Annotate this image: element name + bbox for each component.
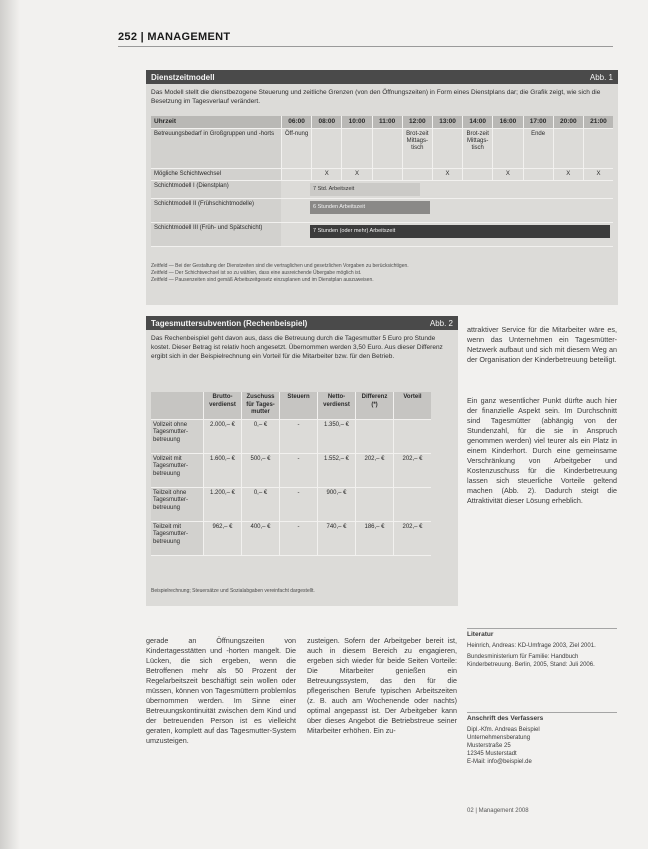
right-column-text-2: Ein ganz wesentlicher Punkt dürfte auch hier der finanzielle Aspekt sein. Im Durchschnitt sind Tagesmütter (abhängig von der Stundenzahl, für die sie in Anspruch genommen werden) viel teurer als ein Platz in einem Kinderhort. Durch eine gemeinsame Verschränkung von Arbeitgeber und Kostenzuschuss für die Kinderbetreuung lassen sich steuerliche Vorteile geltend machen (Abb. 2). Dadurch steigt die Attraktivität dieser Lösung erheblich. xyxy=(467,396,617,505)
table-cell xyxy=(492,129,522,168)
table-row xyxy=(151,488,431,522)
table-cell: X xyxy=(432,169,462,181)
table-cell: - xyxy=(279,454,317,487)
shift-bar: 7 Std. Arbeitszeit xyxy=(310,183,420,196)
time-cell: 11:00 xyxy=(372,116,402,128)
header-cell: Differenz (*) xyxy=(355,392,393,419)
row-label: Schichtmodell III (Früh- und Spätschicht) xyxy=(151,223,281,246)
table-cell xyxy=(432,129,462,168)
table-cell xyxy=(402,169,432,181)
table-header-row xyxy=(151,392,431,420)
row-label: Schichtmodell II (Frühschichtmodelle) xyxy=(151,199,281,222)
time-cell: 21:00 xyxy=(583,116,613,128)
header-cell: Steuern xyxy=(279,392,317,419)
header-label: Uhrzeit xyxy=(151,116,281,128)
anschrift-line: Dipl.-Kfm. Andreas Beispiel xyxy=(467,727,540,733)
box-intro: Das Modell stellt die dienstbezogene Steuerung und zeitliche Grenzen (von den Öffnungszeiten) in Form eines Dienstplans dar; die Grafik zeigt, wie sich die Besetzung im Tagesverlauf verändert. xyxy=(151,89,601,105)
time-cell: 20:00 xyxy=(553,116,583,128)
header-cell: Brutto-verdienst xyxy=(203,392,241,419)
box-header xyxy=(146,70,618,84)
anschrift-title: Anschrift des Verfassers xyxy=(467,712,617,723)
table-cell: - xyxy=(279,522,317,555)
table-cell: - xyxy=(279,488,317,521)
right-column-text: attraktiver Service für die Mitarbeiter wäre es, wenn das Unternehmen ein Tagesmütter-Netzwerk aufbaut und sich mit diesem Weg an der Organisation der Kinderbetreuung beteiligt. xyxy=(467,325,617,364)
table-header-row xyxy=(151,116,613,129)
header-cell: Netto-verdienst xyxy=(317,392,355,419)
table-cell: 500,– € xyxy=(241,454,279,487)
box-title: Dienstzeitmodell xyxy=(151,73,215,82)
time-cell: 14:00 xyxy=(462,116,492,128)
table-cell: 962,– € xyxy=(203,522,241,555)
anschrift-line: E-Mail: info@beispiel.de xyxy=(467,759,532,765)
table-cell: X xyxy=(492,169,522,181)
table-cell xyxy=(462,169,492,181)
header-cell xyxy=(151,392,203,419)
box-title: Tagesmuttersubvention (Rechenbeispiel) xyxy=(151,319,308,328)
bottom-column-1: gerade an Öffnungszeiten von Kindertagesstätten und -horten mangelt. Die Lücken, die sich ergeben, wenn die Betroffenen mehr als 50 Prozent der Regelarbeitszeit beschäftigt sein wollen oder müssen, können von Tagesmüttern problemlos übernommen werden. Im Sinne einer Betreuungskontinuität zwischen dem Kind und der betreuenden Person ist es vielleicht geraten, komplett auf das Tagesmutter-System umzusteigen. xyxy=(146,636,296,745)
table-cell: Ende xyxy=(523,129,553,168)
table-row xyxy=(151,129,613,169)
anschrift-block xyxy=(467,712,617,766)
box-intro: Das Rechenbeispiel geht davon aus, dass die Betreuung durch die Tagesmutter 5 Euro pro Stunde kostet. Dieser Betrag ist relativ hoch angesetzt. Übernommen werden 3,50 Euro. Aus dieser Differenz ergibt sich in der Beispielrechnung ein Vorteil für die Mitarbeiter bzw. für den Betrieb. xyxy=(151,335,443,360)
time-cell: 13:00 xyxy=(432,116,462,128)
table-row xyxy=(151,223,613,247)
table-cell: 1.552,– € xyxy=(317,454,355,487)
time-cell: 06:00 xyxy=(281,116,311,128)
table-cell: 202,– € xyxy=(393,454,431,487)
table-cell xyxy=(583,129,613,168)
table-row xyxy=(151,181,613,199)
running-rule xyxy=(118,46,613,47)
table-cell: 2.000,– € xyxy=(203,420,241,453)
row-label: Mögliche Schichtwechsel xyxy=(151,169,281,181)
row-label: Teilzeit mit Tagesmutter-betreuung xyxy=(151,522,203,555)
table-cell: X xyxy=(553,169,583,181)
table-cell xyxy=(355,420,393,453)
table-cell: 1.200,– € xyxy=(203,488,241,521)
table-cell: 1.350,– € xyxy=(317,420,355,453)
table-footnote: Beispielrechnung; Steuersätze und Sozialabgaben vereinfacht dargestellt. xyxy=(151,588,315,594)
table-cell xyxy=(281,169,311,181)
table-cell: 0,– € xyxy=(241,488,279,521)
page-footer: 02 | Management 2008 xyxy=(467,808,529,814)
table-cell: 186,– € xyxy=(355,522,393,555)
time-cell: 08:00 xyxy=(311,116,341,128)
table-cell xyxy=(355,488,393,521)
table-cell: Öff-nung xyxy=(281,129,311,168)
table-cell: X xyxy=(341,169,371,181)
table-notes xyxy=(151,263,611,284)
table-cell xyxy=(372,169,402,181)
table-cell xyxy=(553,129,583,168)
subvention-table xyxy=(151,392,431,556)
figure-tag: Abb. 1 xyxy=(589,73,613,82)
bottom-column-2: zusteigen. Sofern der Arbeitgeber bereit ist, auch in diesem Bereich zu engagieren, ergeben sich wieder für beide Seiten Vorteile: Die Mitarbeiter genießen ein Betreuungssystem, das den für die pflegerischen Berufe typischen Arbeitszeiten (z. B. auch am Wochenende oder nachts) optimal angepasst ist. Der Arbeitgeber kann über dieses Angebot die Betriebstreue seiner Mitarbeiter erhöhen. Ein zu- xyxy=(307,636,457,735)
table-cell: Brot-zeit Mittags-tisch xyxy=(402,129,432,168)
dienstzeitmodell-box xyxy=(146,70,618,305)
table-cell: 400,– € xyxy=(241,522,279,555)
anschrift-line: Musterstraße 25 xyxy=(467,743,511,749)
table-row xyxy=(151,169,613,182)
time-cell: 10:00 xyxy=(341,116,371,128)
table-cell: X xyxy=(583,169,613,181)
table-row xyxy=(151,522,431,556)
table-row xyxy=(151,199,613,223)
tagesmutter-box xyxy=(146,316,458,606)
table-row xyxy=(151,454,431,488)
anschrift-line: 12345 Musterstadt xyxy=(467,751,517,757)
table-cell: 900,– € xyxy=(317,488,355,521)
note-line: Zeitfeld — Bei der Gestaltung der Dienstzeiten sind die vertraglichen und gesetzlichen Vorgaben zu berücksichtigen. xyxy=(151,263,409,269)
time-cell: 12:00 xyxy=(402,116,432,128)
table-row xyxy=(151,420,431,454)
literatur-title: Literatur xyxy=(467,628,617,639)
table-cell xyxy=(311,129,341,168)
table-cell: 1.600,– € xyxy=(203,454,241,487)
row-label: Teilzeit ohne Tagesmutter-betreuung xyxy=(151,488,203,521)
header-cell: Zuschuss für Tages-mutter xyxy=(241,392,279,419)
literatur-block xyxy=(467,628,617,669)
table-cell xyxy=(372,129,402,168)
dienstzeit-table xyxy=(151,116,613,247)
time-cell: 16:00 xyxy=(492,116,522,128)
table-cell xyxy=(393,420,431,453)
table-cell: Brot-zeit Mittags-tisch xyxy=(462,129,492,168)
header-cell: Vorteil xyxy=(393,392,431,419)
figure-tag: Abb. 2 xyxy=(429,319,453,328)
row-label: Vollzeit ohne Tagesmutter-betreuung xyxy=(151,420,203,453)
literatur-item: Heinrich, Andreas: KD-Umfrage 2003, Ziel 2001. xyxy=(467,643,596,649)
shift-bar: 7 Stunden (oder mehr) Arbeitszeit xyxy=(310,225,610,238)
time-cell: 17:00 xyxy=(523,116,553,128)
note-line: Zeitfeld — Pausenzeiten sind gemäß Arbeitszeitgesetz einzuplanen und im Dienstplan auszuweisen. xyxy=(151,277,374,283)
row-label: Vollzeit mit Tagesmutter-betreuung xyxy=(151,454,203,487)
anschrift-line: Unternehmensberatung xyxy=(467,735,531,741)
table-cell: X xyxy=(311,169,341,181)
table-cell xyxy=(523,169,553,181)
row-label: Schichtmodell I (Dienstplan) xyxy=(151,181,281,198)
literatur-item: Bundesministerium für Familie: Handbuch Kinderbetreuung. Berlin, 2005, Stand: Juli 2006. xyxy=(467,654,595,668)
table-cell xyxy=(393,488,431,521)
box-header xyxy=(146,316,458,330)
table-cell: 202,– € xyxy=(393,522,431,555)
shift-bar: 6 Stunden Arbeitszeit xyxy=(310,201,430,214)
row-label: Betreuungsbedarf in Großgruppen und -horts xyxy=(151,129,281,168)
table-cell: 740,– € xyxy=(317,522,355,555)
table-cell: - xyxy=(279,420,317,453)
running-head: 252 | MANAGEMENT xyxy=(118,31,231,43)
table-cell: 0,– € xyxy=(241,420,279,453)
table-cell: 202,– € xyxy=(355,454,393,487)
note-line: Zeitfeld — Der Schichtwechsel ist so zu wählen, dass eine ausreichende Übergabe möglich ist. xyxy=(151,270,362,276)
gutter-shadow xyxy=(0,0,20,849)
table-cell xyxy=(341,129,371,168)
